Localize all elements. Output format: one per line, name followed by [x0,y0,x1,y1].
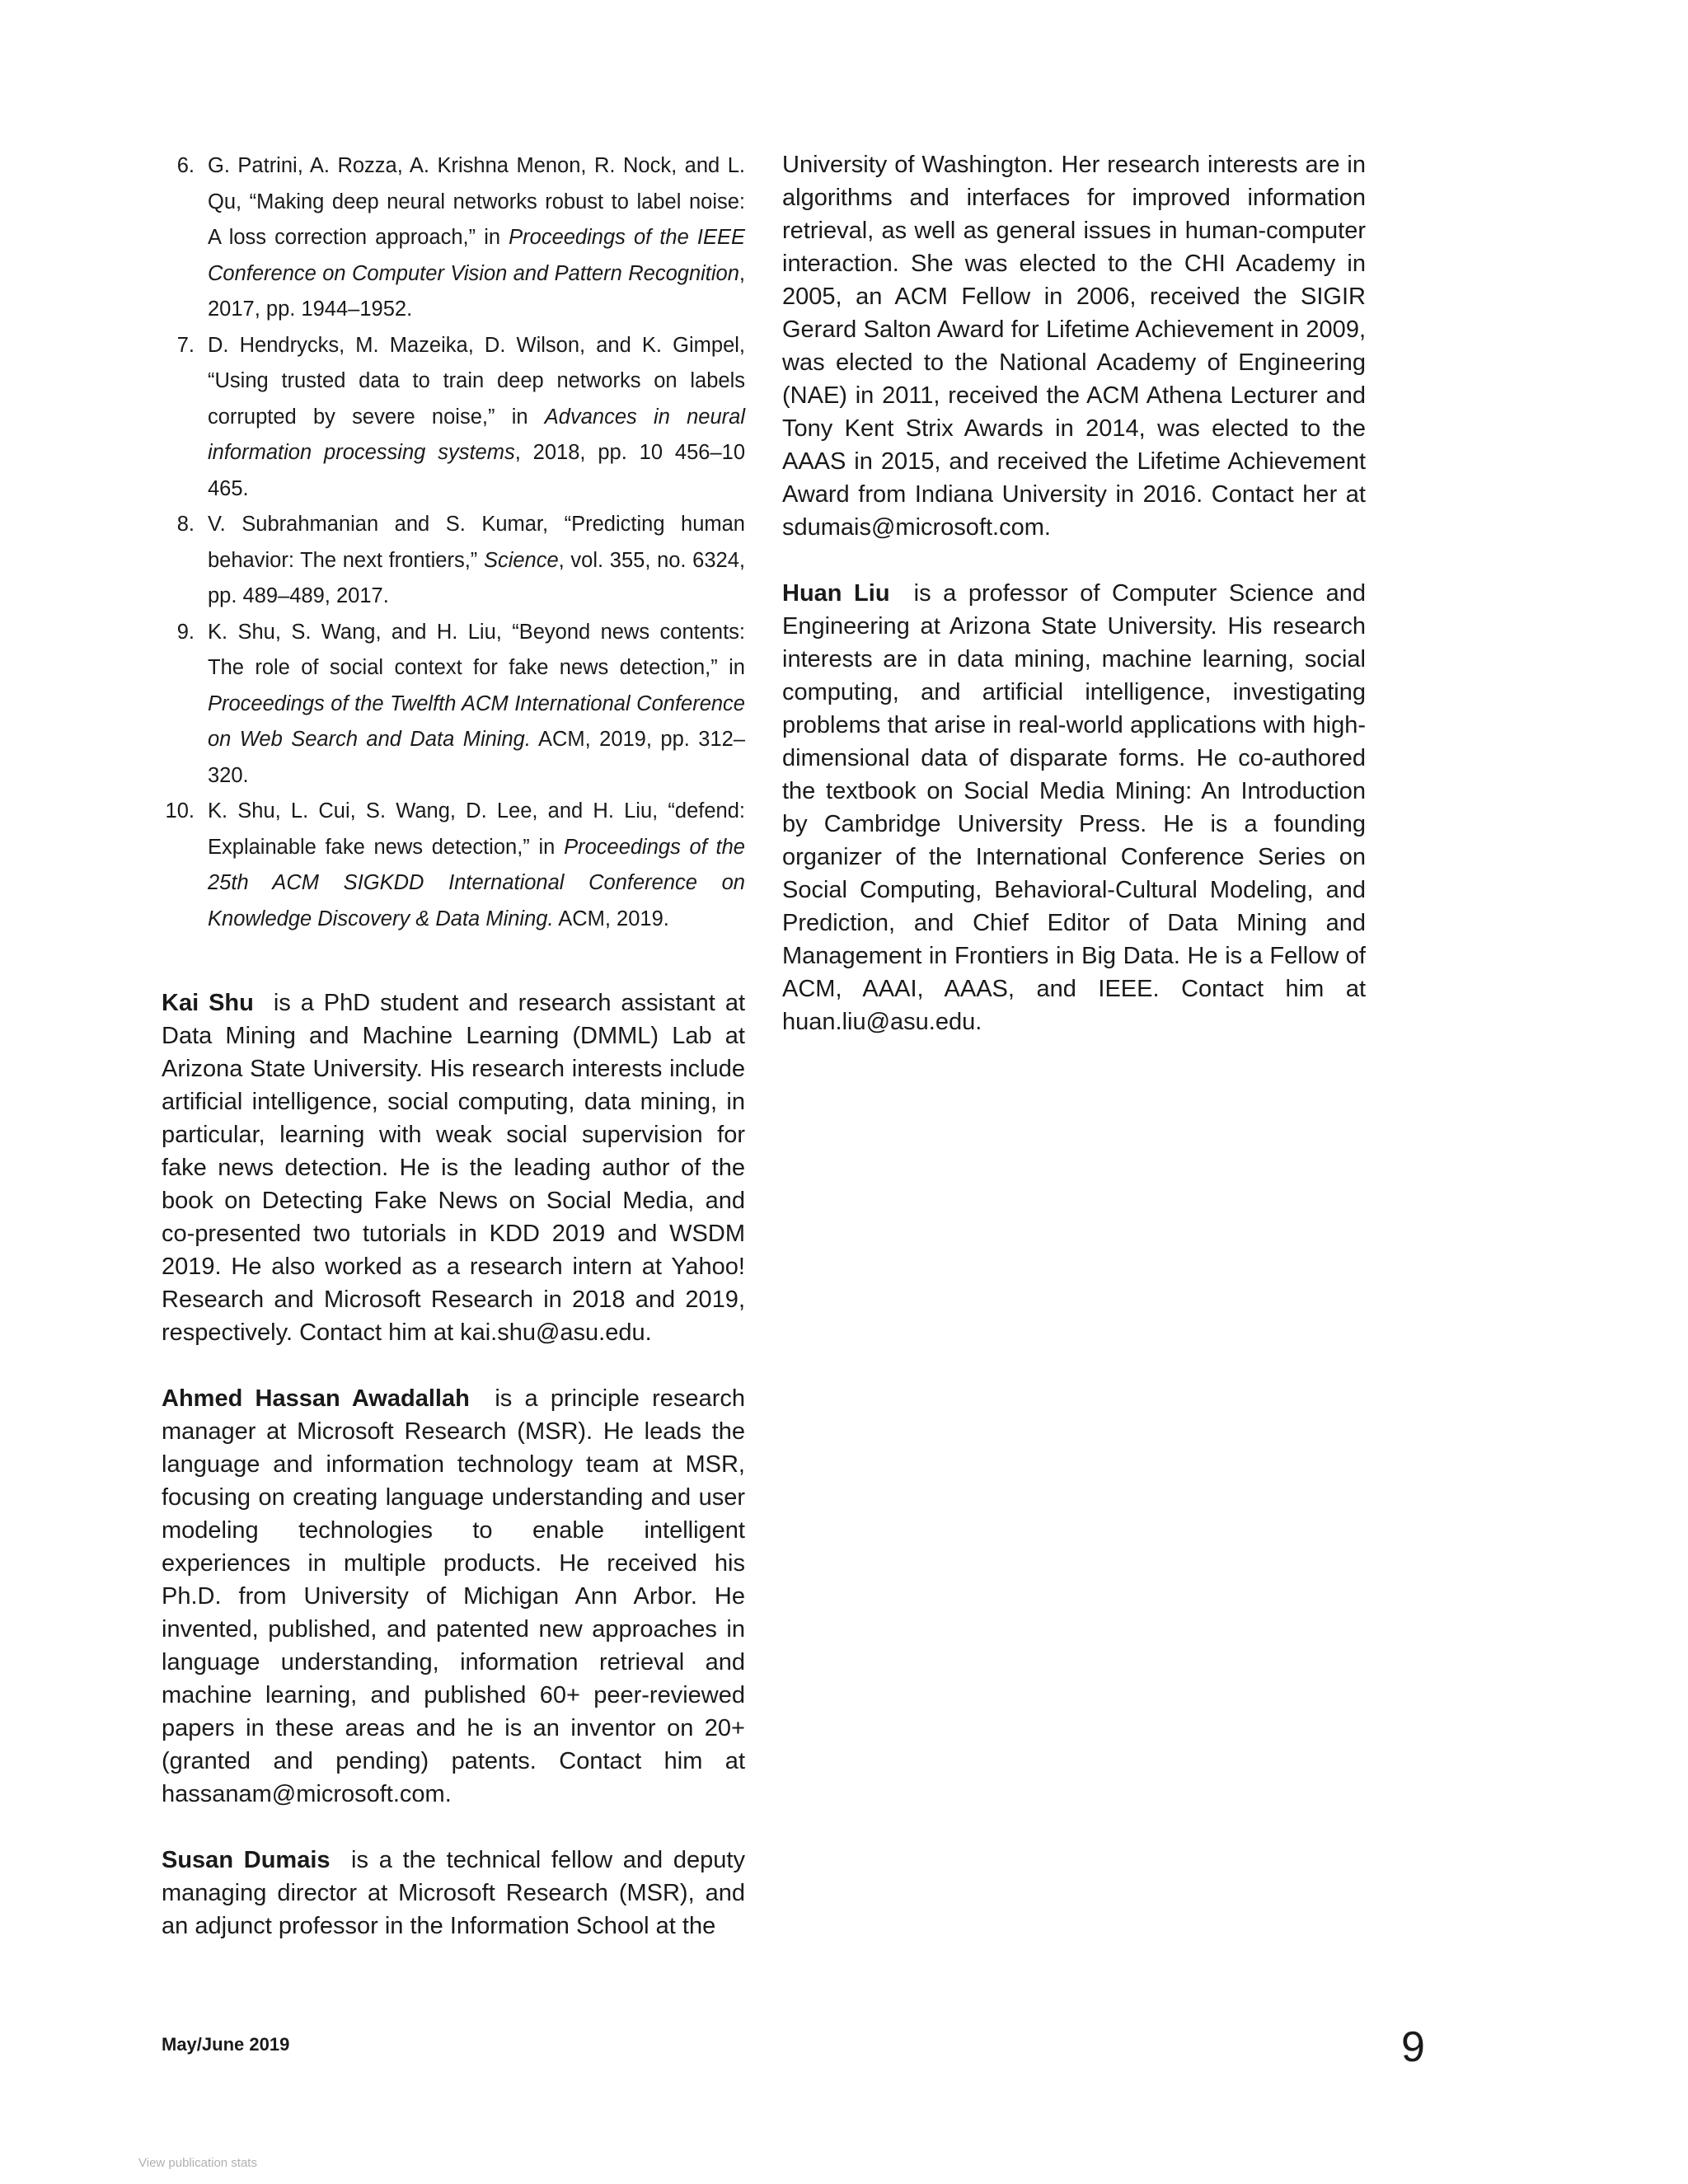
reference-number: 10. [165,799,195,823]
reference-number: 6. [176,154,195,177]
footer-issue-date: May/June 2019 [162,2034,290,2055]
bio-susan-dumais [162,1844,745,1943]
reference-authors-title: K. Shu, L. Cui, S. Wang, D. Lee, and H. Liu, “defend: Explainable fake news detection,” in [208,799,745,859]
reference-authors-title: V. Subrahmanian and S. Kumar, “Predicting human behavior: The next frontiers,” [208,513,745,572]
reference-venue: Proceedings of the Twelfth ACM International Conference on Web Search and Data Mining. [208,691,745,751]
reference-number: 8. [176,513,195,536]
bio-name: Huan Liu [782,580,890,607]
bio-kai-shu [162,987,745,1349]
bio-ahmed-hassan-awadallah [162,1382,745,1811]
bio-text: is a professor of Computer Science and Engineering at Arizona State University. His research interests are in data mining, machine learning, social computing, and artificial intelligence, investigating problems that arise in real-world applications with high-dimensional data of disparate forms. He co-authored the textbook on Social Media Mining: An Introduction by Cambridge University Press. He is a founding organizer of the International Conference Series on Social Computing, Behavioral-Cultural Modeling, and Prediction, and Chief Editor of Data Mining and Management in Frontiers in Big Data. He is a Fellow of ACM, AAAI, AAAS, and IEEE. Contact him at huan.liu@asu.edu. [782,580,1366,1035]
reference-list [162,148,745,937]
right-column [782,148,1366,1038]
bio-gap [782,544,1366,577]
bio-gap [162,1349,745,1382]
reference-details: ACM, 2019. [553,907,669,930]
reference-venue: Proceedings of the IEEE Conference on Computer Vision and Pattern Recognition [208,226,745,285]
reference-details: , 2017, pp. 1944–1952. [208,261,745,321]
bio-name: Susan Dumais [162,1847,331,1873]
reference-venue: Proceedings of the 25th ACM SIGKDD International Conference on Knowledge Discovery & Data Mining. [208,835,745,930]
bio-text: is a the technical fellow and deputy managing director at Microsoft Research (MSR), and an adjunct professor in the Information School at the [162,1847,745,1939]
reference-details: , vol. 355, no. 6324, pp. 489–489, 2017. [208,548,745,607]
reference-item [162,794,745,937]
bio-name: Kai Shu [162,990,254,1016]
reference-details: ACM, 2019, pp. 312–320. [208,728,745,787]
reference-number: 9. [176,620,195,644]
reference-item [162,328,745,508]
reference-number: 7. [176,333,195,357]
reference-item [162,507,745,615]
bio-name: Ahmed Hassan Awadallah [162,1385,470,1412]
section-gap [162,937,745,987]
reference-authors-title: D. Hendrycks, M. Mazeika, D. Wilson, and K. Gimpel, “Using trusted data to train deep networks on labels corrupted by severe noise,” in [208,333,745,429]
reference-venue: Advances in neural information processing systems [208,405,745,464]
bio-huan-liu [782,577,1366,1038]
reference-authors-title: K. Shu, S. Wang, and H. Liu, “Beyond news contents: The role of social context for fake news detection,” in [208,620,745,679]
reference-venue: Science [483,548,559,572]
left-column [162,148,745,1943]
bio-susan-dumais-continued: University of Washington. Her research interests are in algorithms and interfaces for improved information retrieval, as well as general issues in human-computer interaction. She was elected to the CHI Academy in 2005, an ACM Fellow in 2006, received the SIGIR Gerard Salton Award for Lifetime Achievement in 2009, was elected to the National Academy of Engineering (NAE) in 2011, received the ACM Athena Lecturer and Tony Kent Strix Awards in 2014, was elected to the AAAS in 2015, and received the Lifetime Achievement Award from Indiana University in 2016. Contact her at sdumais@microsoft.com. [782,152,1366,541]
bio-text: is a PhD student and research assistant at Data Mining and Machine Learning (DMML) Lab at Arizona State University. His research interests include artificial intelligence, social computing, data mining, in particular, learning with weak social supervision for fake news detection. He is the leading author of the book on Detecting Fake News on Social Media, and co-presented two tutorials in KDD 2019 and WSDM 2019. He also worked as a research intern at Yahoo! Research and Microsoft Research in 2018 and 2019, respectively. Contact him at kai.shu@asu.edu. [162,990,745,1346]
view-publication-stats-link[interactable]: View publication stats [138,2156,257,2170]
bio-text: is a principle research manager at Microsoft Research (MSR). He leads the language and information technology team at MSR, focusing on creating language understanding and user modeling technologies to enable intelligent experiences in multiple products. He received his Ph.D. from University of Michigan Ann Arbor. He invented, published, and patented new approaches in language understanding, information retrieval and machine learning, and published 60+ peer-reviewed papers in these areas and he is an inventor on 20+ (granted and pending) patents. Contact him at hassanam@microsoft.com. [162,1385,745,1807]
reference-authors-title: G. Patrini, A. Rozza, A. Krishna Menon, R. Nock, and L. Qu, “Making deep neural networks robust to label noise: A loss correction approach,” in [208,154,745,249]
reference-details: , 2018, pp. 10 456–10 465. [208,441,746,500]
reference-item [162,615,745,794]
page-number: 9 [1401,2023,1425,2071]
reference-item [162,148,745,328]
bio-gap [162,1811,745,1844]
